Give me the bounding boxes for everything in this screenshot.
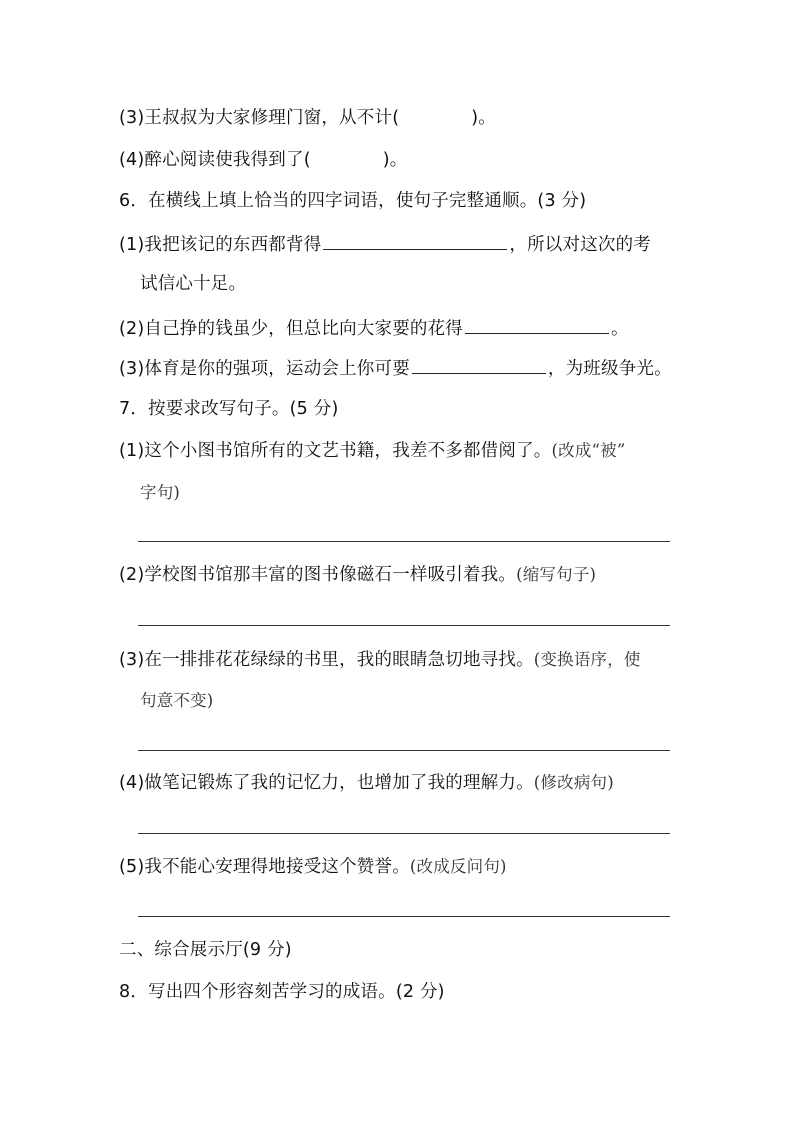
q6-item3-prefix: (3)体育是你的强项，运动会上你可要 bbox=[119, 359, 410, 379]
q6-item2-suffix: 。 bbox=[611, 319, 629, 339]
q7-item4-text: (4)做笔记锻炼了我的记忆力，也增加了我的理解力。 bbox=[119, 773, 534, 793]
q6-item3-suffix: ，为班级争光。 bbox=[547, 359, 672, 379]
q8-title: 8．写出四个形容刻苦学习的成语。(2 分) bbox=[119, 982, 445, 1002]
q7-item2-hint: (缩写句子) bbox=[516, 565, 597, 584]
q6-title: 6．在横线上填上恰当的四字词语，使句子完整通顺。(3 分) bbox=[119, 191, 587, 211]
q7-item4 bbox=[119, 771, 614, 795]
q5-item4-suffix: )。 bbox=[382, 150, 408, 170]
q5-item3-suffix: )。 bbox=[471, 108, 496, 128]
q7-item3-hint-continuation: 句意不变) bbox=[140, 691, 214, 710]
q7-item1-answer-line[interactable] bbox=[138, 541, 670, 542]
q7-item1-text: (1)这个小图书馆所有的文艺书籍，我差不多都借阅了。 bbox=[119, 441, 552, 461]
q7-item3 bbox=[119, 648, 641, 672]
q5-item3 bbox=[119, 106, 496, 130]
q7-item5 bbox=[119, 855, 507, 879]
q7-item2-text: (2)学校图书馆那丰富的图书像磁石一样吸引着我。 bbox=[119, 565, 517, 585]
q7-item5-hint: (改成反问句) bbox=[409, 857, 507, 876]
q6-item3 bbox=[119, 355, 672, 381]
q5-item4 bbox=[119, 148, 407, 172]
q7-item4-hint: (修改病句) bbox=[533, 773, 614, 792]
q7-item4-answer-line[interactable] bbox=[138, 833, 670, 834]
q7-item5-text: (5)我不能心安理得地接受这个赞誉。 bbox=[119, 857, 410, 877]
q5-item4-prefix: (4)醉心阅读使我得到了( bbox=[119, 150, 311, 170]
q6-item1-prefix: (1)我把该记的东西都背得 bbox=[119, 235, 322, 255]
q7-item3-hint: (变换语序，使 bbox=[533, 650, 641, 669]
q7-item1 bbox=[119, 439, 626, 463]
q6-item1-answer-blank[interactable] bbox=[323, 231, 507, 250]
q6-item1-suffix: ，所以对这次的考 bbox=[509, 235, 651, 255]
q7-title: 7．按要求改写句子。(5 分) bbox=[119, 399, 339, 419]
q7-item2 bbox=[119, 563, 596, 587]
q6-item2-answer-blank[interactable] bbox=[465, 315, 609, 334]
section2-title: 二、综合展示厅(9 分) bbox=[119, 940, 292, 960]
q7-item3-text: (3)在一排排花花绿绿的书里，我的眼睛急切地寻找。 bbox=[119, 650, 534, 670]
q7-item3-answer-line[interactable] bbox=[138, 750, 670, 751]
q5-item3-prefix: (3)王叔叔为大家修理门窗，从不计( bbox=[119, 108, 400, 128]
q7-item5-answer-line[interactable] bbox=[138, 916, 670, 917]
q7-item1-hint-continuation: 字句) bbox=[140, 483, 181, 502]
q6-item1 bbox=[119, 231, 651, 257]
q6-item2-prefix: (2)自己挣的钱虽少，但总比向大家要的花得 bbox=[119, 319, 463, 339]
q6-item1-continuation: 试信心十足。 bbox=[140, 274, 247, 294]
q7-item1-hint: (改成“被” bbox=[551, 441, 626, 460]
q6-item3-answer-blank[interactable] bbox=[412, 355, 546, 374]
q6-item2 bbox=[119, 315, 629, 341]
q7-item2-answer-line[interactable] bbox=[138, 625, 670, 626]
